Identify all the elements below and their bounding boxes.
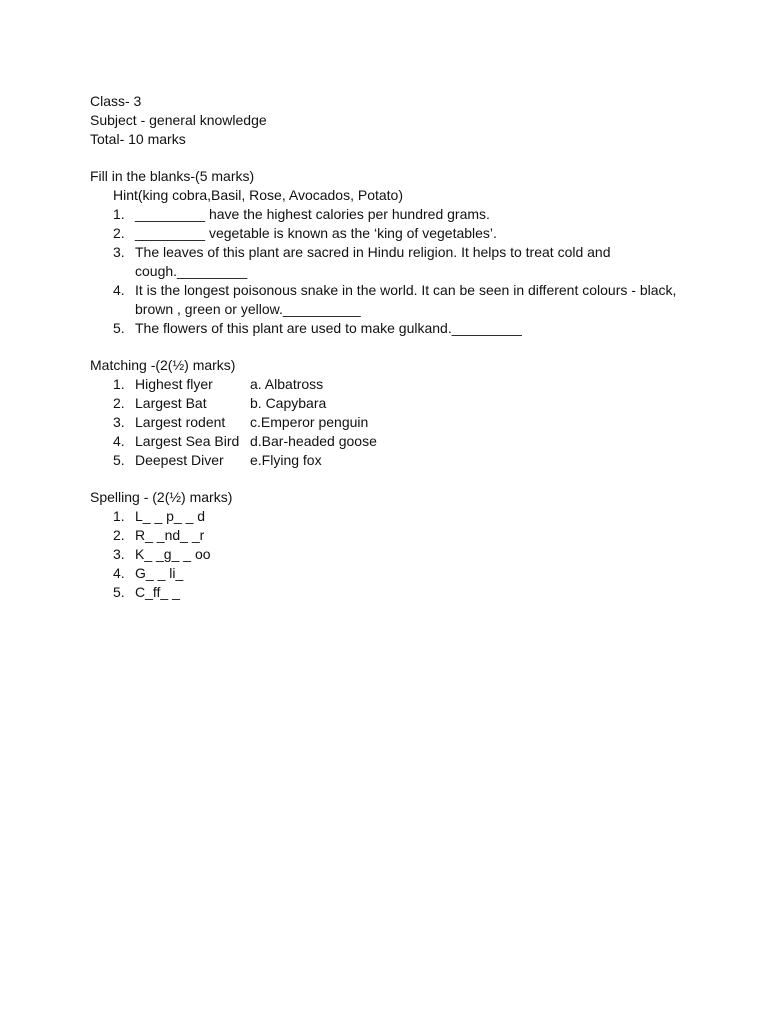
matching-term: Deepest Diver	[135, 452, 224, 468]
list-item	[90, 224, 690, 243]
subject-label: Subject - general knowledge	[90, 112, 267, 128]
matching-section	[90, 356, 690, 470]
spelling-word: L_ _ p_ _ d	[135, 508, 206, 524]
list-item	[90, 451, 690, 470]
matching-term: Largest Sea Bird	[135, 433, 240, 449]
item-number: 1.	[113, 206, 125, 222]
worksheet-page	[90, 92, 690, 602]
item-number: 4.	[113, 565, 125, 581]
class-label: Class- 3	[90, 93, 142, 109]
question-text: The flowers of this plant are used to make gulkand._________	[135, 320, 522, 336]
item-number: 2.	[113, 225, 125, 241]
list-item	[90, 319, 690, 338]
list-item	[90, 243, 690, 281]
fill-blanks-heading: Fill in the blanks-(5 marks)	[90, 168, 255, 184]
matching-term: Largest rodent	[135, 414, 226, 430]
list-item	[90, 545, 690, 564]
item-number: 2.	[113, 395, 125, 411]
total-marks-label: Total- 10 marks	[90, 131, 186, 147]
matching-option: d.Bar-headed goose	[250, 433, 377, 449]
fill-blanks-list	[90, 205, 690, 338]
matching-term: Highest flyer	[135, 376, 213, 392]
item-number: 1.	[113, 508, 125, 524]
list-item	[90, 394, 690, 413]
matching-list	[90, 375, 690, 470]
fill-blanks-section	[90, 167, 690, 338]
question-text: _________ vegetable is known as the ‘king of vegetables’.	[135, 225, 497, 241]
matching-option: b. Capybara	[250, 395, 327, 411]
matching-term: Largest Bat	[135, 395, 207, 411]
question-text: _________ have the highest calories per hundred grams.	[135, 206, 490, 222]
list-item	[90, 564, 690, 583]
spelling-word: K_ _g_ _ oo	[135, 546, 211, 562]
worksheet-header	[90, 92, 690, 149]
spelling-list	[90, 507, 690, 602]
list-item	[90, 205, 690, 224]
matching-option: a. Albatross	[250, 376, 324, 392]
item-number: 3.	[113, 546, 125, 562]
spelling-word: R_ _nd_ _r	[135, 527, 205, 543]
list-item	[90, 432, 690, 451]
item-number: 5.	[113, 320, 125, 336]
item-number: 3.	[113, 414, 125, 430]
spelling-section	[90, 488, 690, 602]
item-number: 4.	[113, 282, 125, 298]
spelling-word: C_ff_ _	[135, 584, 180, 600]
item-number: 2.	[113, 527, 125, 543]
list-item	[90, 507, 690, 526]
list-item	[90, 583, 690, 602]
spelling-heading: Spelling - (2(½) marks)	[90, 489, 233, 505]
matching-option: e.Flying fox	[250, 452, 322, 468]
item-number: 5.	[113, 452, 125, 468]
list-item	[90, 526, 690, 545]
item-number: 1.	[113, 376, 125, 392]
list-item	[90, 375, 690, 394]
matching-heading: Matching -(2(½) marks)	[90, 357, 236, 373]
list-item	[90, 281, 690, 319]
item-number: 4.	[113, 433, 125, 449]
spelling-word: G_ _ li_	[135, 565, 184, 581]
matching-option: c.Emperor penguin	[250, 414, 369, 430]
item-number: 5.	[113, 584, 125, 600]
list-item	[90, 413, 690, 432]
question-text: The leaves of this plant are sacred in Hindu religion. It helps to treat cold and cough._________	[135, 244, 611, 279]
item-number: 3.	[113, 244, 125, 260]
question-text: It is the longest poisonous snake in the world. It can be seen in different colours - black, brown , green or yellow.__________	[135, 282, 677, 317]
fill-blanks-hint: Hint(king cobra,Basil, Rose, Avocados, Potato)	[113, 187, 404, 203]
